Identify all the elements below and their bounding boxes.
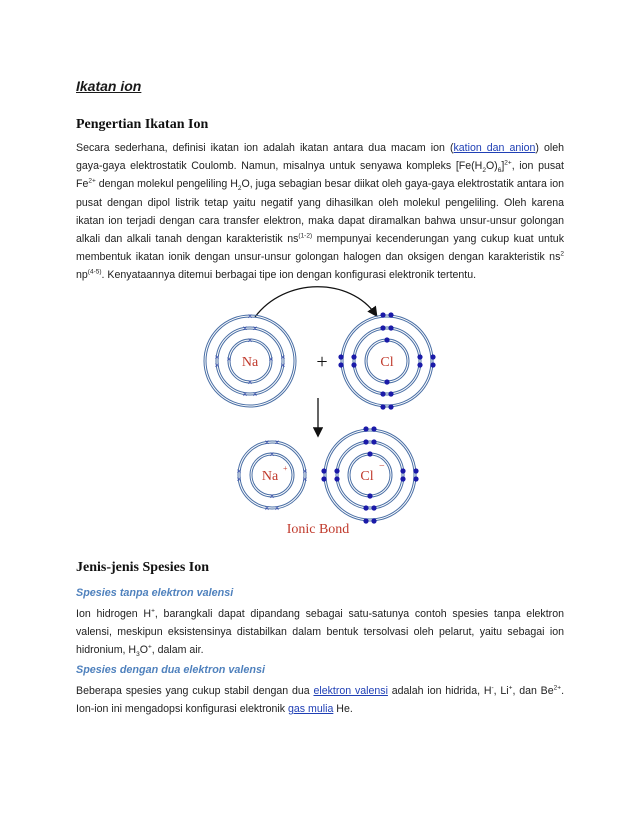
- text: . Ion-ion ini mengadopsi konfigurasi elektronik: [76, 685, 565, 716]
- text: O, juga sebagian besar diikat oleh gaya-gaya elektrostatik antara ion pusat dengan dipol listrik tetap yaitu negatif yang dihasilkan oleh molekul pengeliling. Oleh karena ikatan ion terjadi dengan cara transfer elektron, maka dapat diramalkan bahwa unsur-unsur golongan alkali dan alkali tanah dengan karakteristik ns: [76, 178, 564, 246]
- chlorine-label: Cl: [380, 355, 394, 370]
- electron-dot: [321, 476, 326, 481]
- electron-cross: ×: [268, 355, 274, 364]
- electron-dot: [338, 362, 343, 367]
- electron-dot: [363, 505, 368, 510]
- electron-dot: [388, 312, 393, 317]
- electron-dot: [363, 439, 368, 444]
- electron-cross: ×: [280, 353, 286, 362]
- electron-dot: [417, 354, 422, 359]
- text: , ion pusat Fe: [76, 160, 564, 191]
- superscript: -: [491, 684, 494, 692]
- electron-cross: ×: [247, 378, 253, 387]
- chloride-ion-label: Cl: [360, 469, 374, 484]
- chloride-ion-charge: −: [379, 461, 385, 472]
- superscript: +: [151, 607, 155, 615]
- electron-dot: [380, 404, 385, 409]
- text: Secara sederhana, definisi ikatan ion adalah ikatan antara dua macam ion (: [76, 142, 454, 154]
- electron-dot: [334, 476, 339, 481]
- electron-dot: [413, 476, 418, 481]
- electron-dot: [351, 354, 356, 359]
- paragraph-two-electrons: [76, 682, 564, 718]
- electron-cross: ×: [280, 361, 286, 370]
- electron-dot: [388, 391, 393, 396]
- electron-cross: ×: [269, 492, 275, 501]
- subscript: 2: [237, 185, 242, 193]
- text: Beberapa spesies yang cukup stabil dengan dua: [76, 685, 314, 697]
- superscript: 2+: [553, 684, 562, 692]
- electron-dot: [363, 518, 368, 523]
- diagram-caption: Ionic Bond: [286, 522, 350, 537]
- electron-dot: [430, 354, 435, 359]
- electron-dot: [384, 379, 389, 384]
- superscript: 2+: [504, 159, 512, 167]
- superscript: +: [508, 684, 513, 692]
- electron-dot: [351, 362, 356, 367]
- electron-dot: [338, 354, 343, 359]
- electron-dot: [380, 325, 385, 330]
- electron-cross: ×: [247, 312, 253, 321]
- electron-cross: ×: [264, 504, 270, 513]
- electron-dot: [384, 337, 389, 342]
- ionic-bond-diagram: [190, 285, 450, 545]
- electron-cross: ×: [214, 361, 220, 370]
- superscript: 2: [560, 250, 564, 258]
- electron-cross: ×: [252, 390, 258, 399]
- electron-cross: ×: [269, 450, 275, 459]
- superscript: (1-2): [298, 232, 313, 240]
- text: , barangkali dapat dipandang sebagai satu-satunya contoh spesies tanpa elektron valensi, meskipun eksistensinya distabilkan dalam bentuk tersolvasi oleh pelarut, yaitu sebagai ion hidronium, H: [76, 608, 564, 657]
- link-kation-anion[interactable]: kation dan anion: [453, 142, 536, 154]
- electron-dot: [371, 439, 376, 444]
- subscript: 6: [497, 167, 502, 175]
- text: , dalam air.: [151, 644, 204, 657]
- text: O): [485, 160, 498, 173]
- electron-dot: [334, 468, 339, 473]
- subscript: 2: [482, 167, 486, 175]
- subscript: 3: [136, 651, 140, 659]
- electron-dot: [367, 493, 372, 498]
- electron-dot: [400, 468, 405, 473]
- electron-dot: [363, 426, 368, 431]
- electron-cross: ×: [274, 504, 280, 513]
- sodium-ion-charge: +: [283, 464, 288, 473]
- electron-dot: [400, 476, 405, 481]
- heading-jenis-spesies: Jenis-jenis Spesies Ion: [76, 560, 210, 575]
- electron-transfer-arrow: [255, 287, 376, 317]
- electron-dot: [371, 505, 376, 510]
- electron-cross: ×: [236, 475, 242, 484]
- electron-dot: [430, 362, 435, 367]
- electron-cross: ×: [247, 336, 253, 345]
- electron-cross: ×: [226, 355, 232, 364]
- text: ]: [501, 160, 505, 173]
- electron-cross: ×: [302, 467, 308, 476]
- subheading-tanpa-elektron: Spesies tanpa elektron valensi: [76, 587, 234, 599]
- electron-cross: ×: [264, 438, 270, 447]
- text: mempunyai kecenderungan yang cukup kuat untuk membentuk ikatan ionik dengan unsur-unsur golongan halogen dan oksigen dengan karakteristik ns: [76, 233, 564, 264]
- link-gas-mulia[interactable]: gas mulia: [288, 703, 334, 716]
- electron-dot: [321, 468, 326, 473]
- electron-dot: [371, 518, 376, 523]
- superscript: +: [147, 643, 152, 651]
- text: He.: [333, 703, 353, 716]
- paragraph-hydrogen: [76, 605, 564, 660]
- electron-cross: ×: [236, 467, 242, 476]
- electron-dot: [380, 312, 385, 317]
- electron-cross: ×: [242, 324, 248, 333]
- sodium-label: Na: [241, 355, 259, 370]
- electron-dot: [380, 391, 385, 396]
- electron-cross: ×: [302, 475, 308, 484]
- paragraph-definition: [76, 139, 564, 285]
- electron-cross: ×: [214, 353, 220, 362]
- text: Ion hidrogen H: [76, 608, 152, 620]
- subheading-dua-elektron: Spesies dengan dua elektron valensi: [76, 664, 266, 676]
- text: . Kenyataannya ditemui berbagai tipe ion dengan konfigurasi elektronik tertentu.: [101, 269, 477, 282]
- electron-cross: ×: [242, 390, 248, 399]
- electron-dot: [388, 325, 393, 330]
- heading-pengertian: Pengertian Ikatan Ion: [76, 117, 209, 132]
- text: adalah ion hidrida, H: [387, 685, 492, 697]
- text: , dan Be: [512, 685, 554, 697]
- electron-dot: [413, 468, 418, 473]
- text: np: [76, 269, 88, 282]
- superscript: 2+: [88, 177, 96, 185]
- text: , Li: [493, 685, 509, 697]
- section-title: Ikatan ion: [76, 78, 142, 94]
- electron-cross: ×: [252, 324, 258, 333]
- plus-sign: +: [316, 351, 328, 373]
- electron-dot: [417, 362, 422, 367]
- electron-cross: ×: [274, 438, 280, 447]
- electron-dot: [388, 404, 393, 409]
- link-elektron-valensi[interactable]: elektron valensi: [313, 685, 388, 697]
- text: ) oleh gaya-gaya elektrostatik Coulomb. Namun, misalnya untuk senyawa kompleks [Fe(H: [76, 142, 564, 173]
- text: O: [139, 644, 148, 657]
- superscript: (4-5): [87, 268, 102, 276]
- text: dengan molekul pengeliling H: [95, 178, 238, 191]
- electron-dot: [371, 426, 376, 431]
- electron-dot: [367, 451, 372, 456]
- sodium-ion-label: Na: [261, 469, 279, 484]
